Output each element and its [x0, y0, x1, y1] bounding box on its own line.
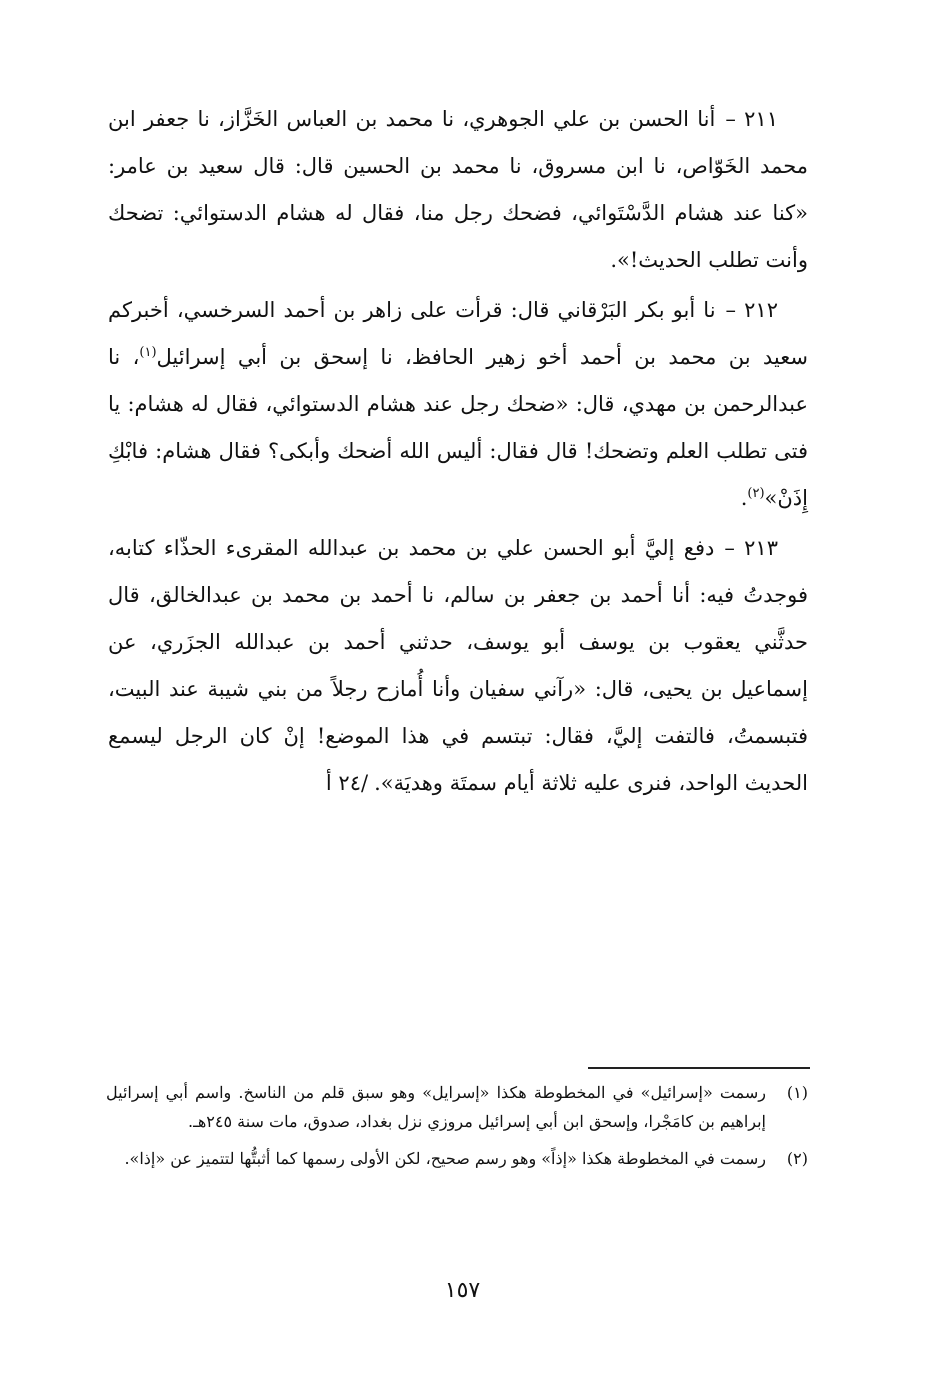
footnote-reference-2: (٢): [747, 486, 765, 501]
footnotes: [106, 1078, 808, 1181]
footnote-marker: (٢): [786, 1149, 808, 1168]
paragraph-number: ٢١٢ –: [725, 298, 778, 322]
footnote-2: [106, 1144, 808, 1173]
paragraph-213: [108, 525, 808, 807]
paragraph-text: نا أبو بكر البَرْقاني قال: قرأت على زاهر بن أحمد السرخسي، أخبركم سعيد بن محمد بن أحمد أخو زهير الحافظ، نا إسحق بن أبي إسرائيل: [108, 298, 808, 369]
paragraph-212: [108, 287, 808, 522]
paragraph-text-end: .: [740, 486, 748, 510]
paragraph-text-continued: ، نا عبدالرحمن بن مهدي، قال: «ضحك رجل عند هشام الدستوائي، فقال له هشام: يا فتى تطلب العلم وتضحك! قال فقال: أليس الله أضحك وأبكى؟ فقال هشام: فابْكِ إِذَنْ»: [108, 345, 808, 510]
paragraph-text: دفع إليَّ أبو الحسن علي بن محمد بن عبدالله المقرىء الحذّاء كتابه، فوجدتُ فيه: أنا أحمد بن جعفر بن سالم، نا أحمد بن محمد بن عبدالخالق، قال حدثَّني يعقوب بن يوسف أبو يوسف، حدثني أحمد بن عبدالله الجزَري، عن إسماعيل بن يحيى، قال: «رآني سفيان وأنا أُمازح رجلاً من بني شيبة عند البيت، فتبسمتُ، فالتفت إليَّ، فقال: تبتسم في هذا الموضع! إنْ كان الرجل ليسمع الحديث الواحد، فنرى عليه ثلاثة أيام سمتَة وهديَة».: [108, 536, 808, 795]
paragraph-number: ٢١١ –: [725, 107, 778, 131]
main-text: [108, 96, 808, 807]
paragraph-number: ٢١٣ –: [724, 536, 778, 560]
footnote-reference-1: (١): [139, 345, 157, 360]
paragraph-211: [108, 96, 808, 284]
footnote-1: [106, 1078, 808, 1136]
manuscript-folio-marker: /٢٤ أ: [325, 771, 369, 795]
footnote-divider: [588, 1067, 810, 1069]
page-number: ١٥٧: [444, 1278, 481, 1303]
footnote-marker: (١): [786, 1083, 808, 1102]
paragraph-text: أنا الحسن بن علي الجوهري، نا محمد بن العباس الخَزَّاز، نا جعفر ابن محمد الخَوّاص، نا ابن مسروق، نا محمد بن الحسين قال: قال سعيد بن عامر: «كنا عند هشام الدَّسْتَوائي، فضحك رجل منا، فقال له هشام الدستوائي: تضحك وأنت تطلب الحديث!».: [108, 107, 808, 272]
footnote-text: رسمت «إسرائيل» في المخطوطة هكذا «إسرايل» وهو سبق قلم من الناسخ. واسم أبي إسرائيل إبراهيم بن كامَجْرا، وإسحق ابن أبي إسرائيل مروزي نزل بغداد، صدوق، مات سنة ٢٤٥هـ.: [106, 1083, 766, 1131]
footnote-text: رسمت في المخطوطة هكذا «إذاً» وهو رسم صحيح، لكن الأولى رسمها كما أثبتُّها لتتميز عن «إذا».: [124, 1149, 766, 1168]
